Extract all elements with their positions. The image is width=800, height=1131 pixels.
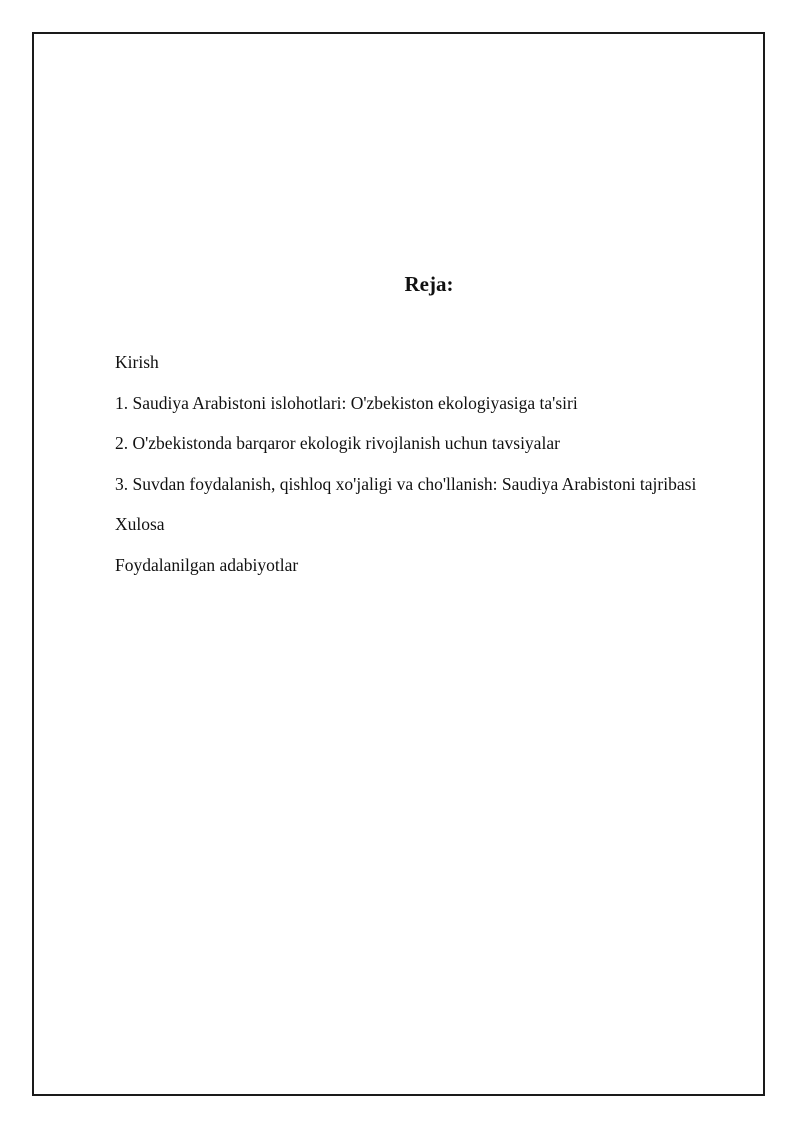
toc-item-section-2: 2. O'zbekistonda barqaror ekologik rivojlanish uchun tavsiyalar: [115, 433, 560, 453]
page-title: Reja:: [404, 272, 454, 296]
toc-item-references: Foydalanilgan adabiyotlar: [115, 554, 299, 575]
toc-item-section-3: 3. Suvdan foydalanish, qishloq xo'jaligi va cho'llanish: Saudiya Arabistoni tajribasi: [115, 473, 697, 494]
toc-item-introduction: Kirish: [115, 352, 159, 372]
toc-item-conclusion: Xulosa: [115, 514, 165, 534]
toc-item-section-1: 1. Saudiya Arabistoni islohotlari: O'zbekiston ekologiyasiga ta'siri: [115, 392, 578, 413]
table-of-contents: [115, 350, 696, 593]
